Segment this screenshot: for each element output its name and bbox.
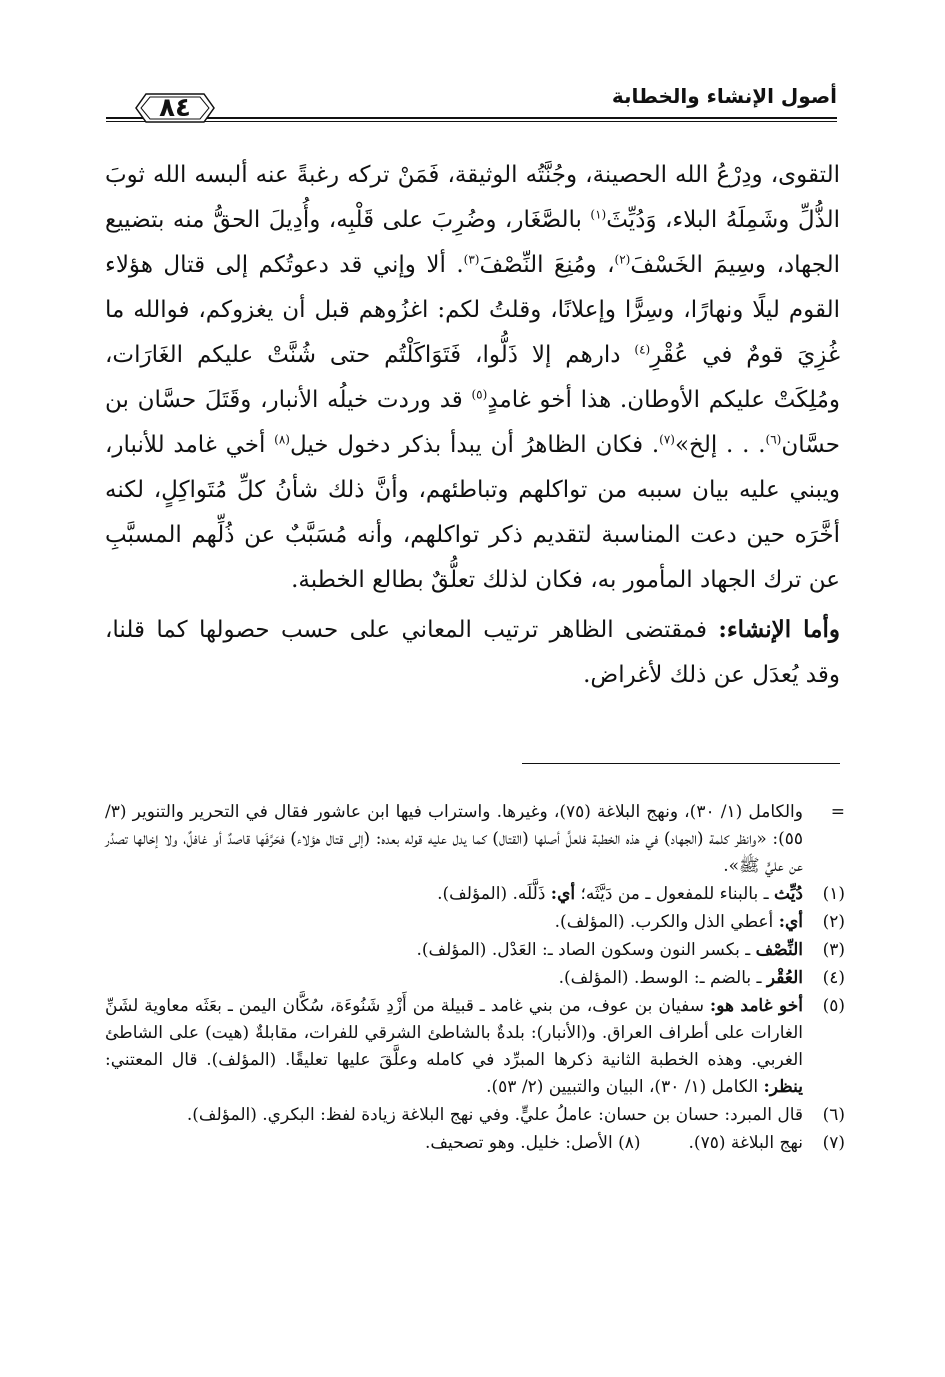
footnote-text: والكامل (١/ ٣٠)، ونهج البلاغة (٧٥)، وغيرها. واستراب فيها ابن عاشور فقال في التحرير والتنوير (٣/ ٥٥): «وانظر كلمة (الجهاد) في هذه الخطبة فلعلَّ أصلها (القتال) كما يدل عليه قوله بعده: (إلى قتال هؤلاء) فحَرَّفَها قاصدٌ أو غافلٌ، ولا إخالها تصدُر عن عليٍّ ﷺ».	[105, 802, 803, 876]
text-run: . . . إلخ»	[674, 432, 766, 458]
footnote-ref-4: (٤)	[634, 342, 651, 357]
footnote-keyword: العُقْر	[766, 968, 803, 988]
text-run: ، ومُنِعَ النِّصْفَ	[479, 252, 615, 278]
footnote-text: قال المبرد: حسان بن حسان: عاملُ عليٍّ. وفي نهج البلاغة زيادة لفظ: البكري. (المؤلف).	[186, 1105, 803, 1125]
footnote-5	[105, 993, 845, 1101]
footnote-7-text: نهج البلاغة (٧٥).	[688, 1133, 803, 1153]
running-header-title: أصول الإنشاء والخطابة	[611, 84, 837, 108]
text-run: التقوى، ودِرْعُ الله الحصينة، وجُنَّتُه الوثيقة، فَمَنْ تركه رغبةً عنه ألبسه الله ثوبَ الذُّلِّ وشَمِلَهُ البلاء، وَدُيِّثَ	[105, 162, 841, 233]
footnote-1	[105, 881, 845, 908]
text-run: . فكان الظاهرُ أن يبدأ بذكر دخول خيل	[289, 432, 660, 458]
footnote-mark: (٢)	[822, 912, 845, 932]
footnote-8-text: الأصل: خليل. وهو تصحيف.	[424, 1133, 613, 1153]
footnote-mark: (٥)	[822, 996, 845, 1016]
footnote-mark: (٨)	[618, 1133, 641, 1153]
footnote-ref-8: (٨)	[274, 432, 290, 447]
footnote-keyword: ينظر:	[763, 1077, 803, 1097]
text-run: قد وردت خيلُه الأنبار، وقَتَلَ حسَّان بن حسَّان	[105, 387, 840, 458]
footnote-text: ذَلَّلَه. (المؤلف).	[437, 884, 551, 904]
footnote-text: الكامل (١/ ٣٠)، البيان والتبيين (٢/ ٥٣).	[486, 1077, 764, 1097]
footnote-2	[105, 909, 845, 936]
footnote-3	[105, 937, 845, 964]
footnote-keyword: أي:	[778, 912, 803, 932]
main-text	[105, 153, 840, 698]
footnote-mark: (٣)	[822, 940, 845, 960]
footnote-keyword: أخو غامد هو:	[709, 996, 803, 1016]
footnotes	[105, 799, 845, 1158]
footnote-4	[105, 965, 845, 992]
footnote-ref-3: (٣)	[463, 252, 480, 267]
page-number: ٨٤	[159, 93, 191, 123]
footnote-continued	[105, 799, 845, 880]
footnote-keyword: أي:	[550, 884, 576, 904]
paragraph-1	[105, 153, 840, 603]
footnote-7-8	[105, 1130, 845, 1157]
text-run: أخي غامد للأنبار، ويبني عليه بيان سببه من تواكلهم وتباطئهم، وأنَّ ذلك شأنُ كلِّ مُتَواكِلٍ، لكنه أخَّرَه حين دعت المناسبة لتقديم ذكر تواكلهم، وأنه مُسَبَّبٌ عن ذُلِّهم المسبَّبِ عن ترك الجهاد المأمور به، فكان لذلك تعلُّقٌ بطالع الخطبة.	[105, 432, 840, 593]
section-lead: وأما الإنشاء:	[718, 616, 840, 643]
footnote-mark: (٧)	[822, 1133, 845, 1153]
text-run: . ألا وإني قد دعوتُكم إلى قتال هؤلاء القوم ليلًا ونهارًا، وسِرًّا وإعلانًا، وقلتُ لكم: اغزُوهم قبل أن يغزوكم، فوالله ما غُزِيَ قومٌ في عُقْرِ	[105, 252, 841, 368]
footnote-mark: (٦)	[822, 1105, 845, 1125]
footnote-keyword: النِّصْف	[755, 940, 803, 960]
footnote-mark: (٤)	[822, 968, 845, 988]
footnote-ref-2: (٢)	[614, 252, 631, 267]
footnote-ref-1: (١)	[590, 207, 607, 222]
footnote-8	[425, 1130, 641, 1157]
footnote-text: سفيان بن عوف، من بني غامد ـ قبيلة من أَزْدِ شَنُوءَة، سُكَّان اليمن ـ بعَثَه معاوية لشَنِّ الغارات على أطراف العراق. و(الأنبار): بلدةٌ بالشاطئ الشرقي للفرات، مقابلةٌ (هيت) على الشاطئ الغربي. وهذه الخطبة الثانية ذكرها المبرِّد في كامله وعلَّقَ عليها تعليقًا. (المؤلف). قال المعتني:	[105, 996, 803, 1070]
footnote-ref-7: (٧)	[659, 432, 675, 447]
page-number-ornament	[132, 88, 218, 128]
footnote-text: ـ بكسر النون وسكون الصاد ـ: العَدْل. (المؤلف).	[416, 940, 756, 960]
footnote-text: ـ بالبناء للمفعول ـ من دَيَّثَه؛	[575, 884, 774, 904]
footnote-keyword: دُيِّث	[774, 884, 803, 904]
footnote-ref-6: (٦)	[765, 432, 782, 447]
footnote-text: ـ بالضم ـ: الوسط. (المؤلف).	[558, 968, 767, 988]
footnote-separator	[522, 763, 840, 764]
footnote-6	[105, 1102, 845, 1129]
footnote-mark: =	[830, 802, 845, 822]
footnote-row	[105, 1130, 803, 1157]
footnote-text: أعطي الذل والكرب. (المؤلف).	[554, 912, 779, 932]
footnote-mark: (١)	[822, 884, 845, 904]
text-run: دارهم إلا ذَلُّوا، فَتَوَاكَلْتُم حتى شُنَّتْ عليكم الغَارَات، ومُلِكَتْ عليكم الأوطان. هذا أخو غامدٍ	[105, 342, 840, 413]
text-run: بالصَّغَار، وضُرِبَ على قَلْبِه، وأُدِيلَ الحقُّ منه بتضييع الجهاد، وسِيمَ الخَسْفَ	[105, 207, 841, 278]
text-run: فمقتضى الظاهر ترتيب المعاني على حسب حصولها كما قلنا، وقد يُعدَل عن ذلك لأغراض.	[105, 617, 840, 688]
paragraph-2	[105, 607, 840, 698]
footnote-ref-5: (٥)	[471, 387, 488, 402]
